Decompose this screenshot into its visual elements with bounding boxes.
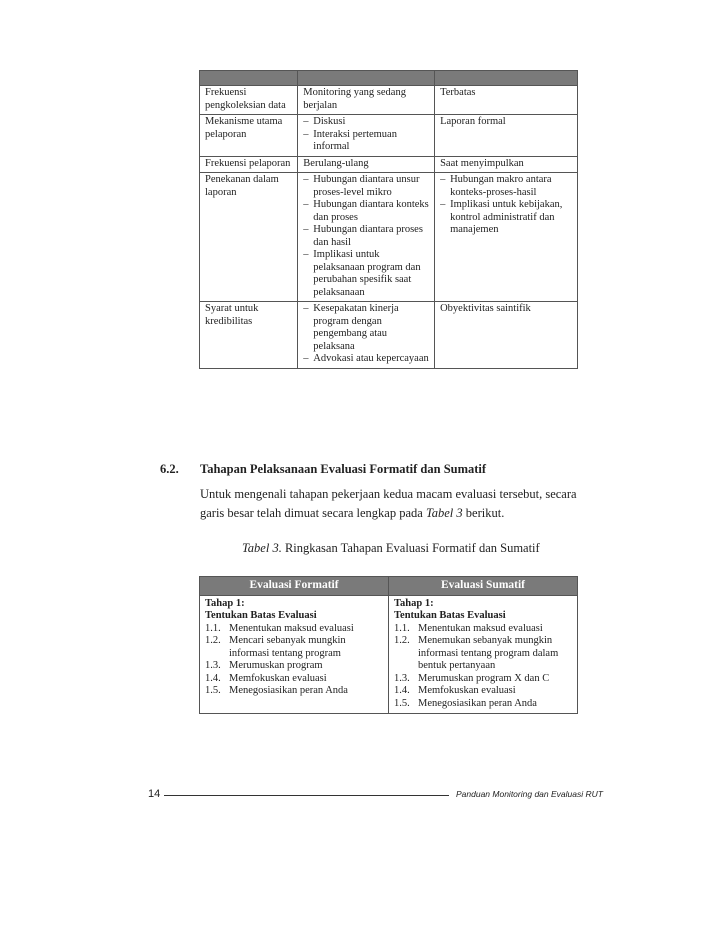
step-text: Merumuskan program X dan C [418, 672, 550, 684]
step-number: 1.3. [394, 672, 410, 684]
bullet-item: – Kesepakatan kinerja program dengan pengembang atau pelaksana [303, 303, 429, 353]
bullet-list [440, 174, 572, 237]
section-title: Tahapan Pelaksanaan Evaluasi Formatif dan Sumatif [200, 462, 487, 476]
footer-title: Panduan Monitoring dan Evaluasi RUT [456, 789, 603, 799]
table-reference: Tabel 3 [425, 506, 463, 520]
bullet-item: – Implikasi untuk kebijakan, kontrol administratif dan manajemen [440, 199, 572, 237]
page-number: 14 [148, 788, 161, 800]
step-text: Memfokuskan evaluasi [418, 685, 516, 696]
cell-text: Obyektivitas saintifik [440, 303, 531, 314]
bullet-item: – Diskusi [303, 116, 429, 129]
formatif-stage-title: Tentukan Batas Evaluasi [205, 610, 317, 621]
step-item [394, 698, 572, 711]
section-paragraph: Untuk mengenali tahapan pekerjaan kedua macam evaluasi tersebut, secara garis besar telah dimuat secara lengkap pada Tabel 3 berikut. [200, 487, 577, 520]
step-number: 1.1. [205, 622, 221, 634]
bullet-list [303, 116, 429, 154]
col-sumatif-header: Evaluasi Sumatif [389, 577, 578, 596]
cell-formatif [298, 173, 435, 302]
step-item [205, 635, 383, 660]
table-caption [242, 541, 540, 556]
step-text: Merumuskan program [229, 660, 323, 671]
section-heading [160, 462, 179, 477]
bullet-item: – Hubungan makro antara konteks-proses-hasil [440, 174, 572, 199]
cell-text: Laporan formal [440, 116, 506, 127]
step-number: 1.3. [205, 660, 221, 671]
step-number: 1.2. [205, 635, 221, 646]
formatif-cell [200, 595, 389, 714]
comparison-table-body [200, 86, 578, 369]
footer-rule [164, 795, 449, 796]
step-number: 1.5. [205, 685, 221, 696]
step-number: 1.5. [394, 697, 410, 709]
stages-row [200, 595, 578, 714]
step-text: Menegosiasikan peran Anda [229, 685, 348, 696]
bullet-item: – Advokasi atau kepercayaan [303, 353, 429, 366]
step-number: 1.4. [205, 672, 221, 684]
row-label: Mekanisme utama pelaporan [200, 115, 298, 157]
table-row [200, 115, 578, 157]
row-label: Penekanan dalam laporan [200, 173, 298, 302]
step-text: Menentukan maksud evaluasi [229, 622, 354, 634]
step-item [205, 660, 383, 673]
cell-sumatif [435, 86, 578, 115]
caption-label: Tabel 3. [242, 541, 282, 555]
bullet-item: – Interaksi pertemuan informal [303, 129, 429, 154]
sumatif-steps [394, 623, 572, 711]
formatif-steps [205, 623, 383, 698]
table-row [200, 156, 578, 173]
bullet-item: – Hubungan diantara unsur proses-level mikro [303, 174, 429, 199]
table-row [200, 173, 578, 302]
cell-text: Berulang-ulang [303, 157, 369, 169]
bullet-list [303, 303, 429, 366]
sumatif-cell [389, 595, 578, 714]
table-row [200, 302, 578, 369]
bullet-item: – Hubungan diantara konteks dan proses [303, 199, 429, 224]
table-row [200, 86, 578, 115]
step-item [394, 673, 572, 686]
cell-sumatif [435, 156, 578, 173]
bullet-item: – Implikasi untuk pelaksanaan program dan perubahan spesifik saat pelaksanaan [303, 249, 429, 299]
bullet-item: – Hubungan diantara proses dan hasil [303, 224, 429, 249]
step-text: Menemukan sebanyak mungkin informasi tentang program dalam bentuk pertanyaan [418, 635, 559, 671]
bullet-list [303, 174, 429, 299]
section-number: 6.2. [160, 462, 179, 476]
cell-sumatif [435, 115, 578, 157]
step-text: Menegosiasikan peran Anda [418, 697, 537, 709]
step-number: 1.1. [394, 622, 410, 634]
sumatif-stage: Tahap 1: [394, 597, 434, 609]
formatif-stage: Tahap 1: [205, 597, 245, 609]
sumatif-stage-title: Tentukan Batas Evaluasi [394, 610, 506, 621]
cell-formatif [298, 115, 435, 157]
stages-header-row [200, 577, 578, 596]
cell-sumatif [435, 302, 578, 369]
step-item [394, 635, 572, 673]
caption-text: Ringkasan Tahapan Evaluasi Formatif dan Sumatif [281, 541, 540, 555]
step-text: Mencari sebanyak mungkin informasi tentang program [229, 635, 346, 659]
step-item [394, 623, 572, 636]
step-text: Memfokuskan evaluasi [229, 672, 327, 684]
step-item [394, 685, 572, 698]
step-number: 1.2. [394, 635, 410, 646]
row-label: Frekuensi pelaporan [200, 156, 298, 173]
cell-text: Terbatas [440, 87, 476, 98]
col-formatif-header: Evaluasi Formatif [200, 577, 389, 596]
row-label: Syarat untuk kredibilitas [200, 302, 298, 369]
row-label: Frekuensi pengkoleksian data [200, 86, 298, 115]
cell-sumatif [435, 173, 578, 302]
cell-formatif [298, 302, 435, 369]
step-item [205, 685, 383, 698]
cell-text: Monitoring yang sedang berjalan [303, 87, 406, 111]
cell-text: Saat menyimpulkan [440, 157, 524, 169]
step-text: Menentukan maksud evaluasi [418, 622, 543, 634]
comparison-table [199, 70, 578, 369]
cell-formatif [298, 156, 435, 173]
cell-formatif [298, 86, 435, 115]
step-item [205, 623, 383, 636]
stages-table [199, 576, 578, 714]
step-number: 1.4. [394, 685, 410, 696]
step-item [205, 673, 383, 686]
table-header-row [200, 71, 578, 86]
